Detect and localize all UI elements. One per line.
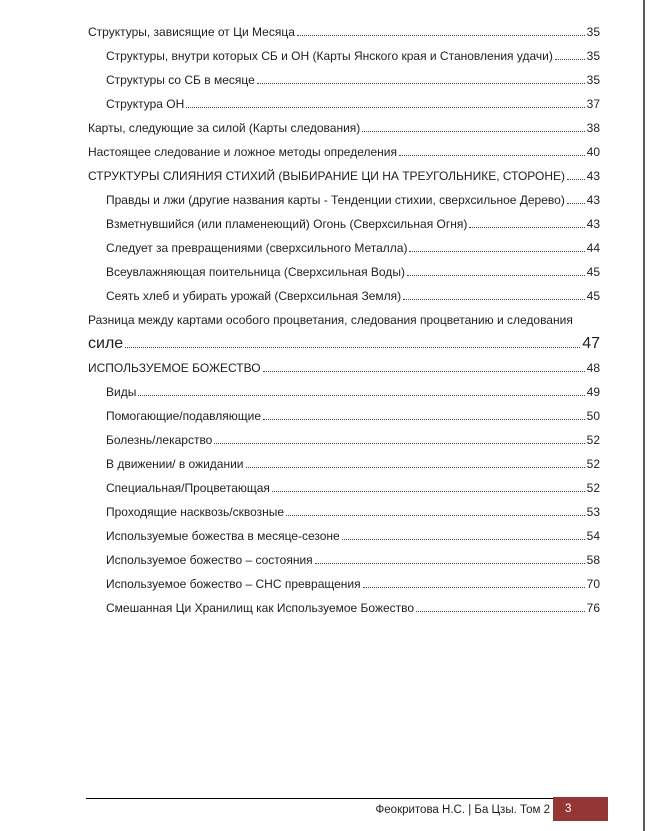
toc-entry-page: 52 — [586, 433, 600, 447]
toc-entry-label: Разница между картами особого процветания, следования процветанию и следования — [88, 313, 573, 327]
toc-entry-label: Используемое божество – СНС превращения — [106, 577, 361, 591]
toc-leader-dots — [186, 107, 584, 108]
toc-entry-page: 54 — [586, 529, 600, 543]
toc-entry-page: 48 — [586, 361, 600, 375]
toc-entry[interactable] — [88, 524, 600, 548]
toc-entry-page: 50 — [586, 409, 600, 423]
toc-entry-label: Смешанная Ци Хранилищ как Используемое Божество — [106, 601, 415, 615]
toc-leader-dots — [125, 347, 580, 348]
toc-entry-label: Структуры, внутри которых СБ и ОН (Карты Янского края и Становления удачи) — [106, 49, 553, 63]
toc-entry-page: 70 — [586, 577, 600, 591]
toc-entry[interactable] — [88, 572, 600, 596]
toc-entry[interactable] — [88, 428, 600, 452]
toc-leader-dots — [286, 515, 585, 516]
toc-entry-page: 45 — [586, 265, 600, 279]
toc-entry-page: 35 — [586, 25, 600, 39]
table-of-contents — [88, 20, 600, 620]
toc-leader-dots — [272, 491, 585, 492]
toc-leader-dots — [138, 395, 584, 396]
toc-entry-page: 35 — [586, 49, 600, 63]
toc-entry-label: Используемые божества в месяце-сезоне — [106, 529, 340, 543]
toc-entry-page: 37 — [586, 97, 600, 111]
toc-leader-dots — [555, 59, 585, 60]
toc-entry-page: 43 — [586, 217, 600, 231]
toc-leader-dots — [342, 539, 585, 540]
toc-entry[interactable] — [88, 164, 600, 188]
toc-leader-dots — [409, 251, 584, 252]
toc-entry-page: 44 — [586, 241, 600, 255]
footer-page-number-badge — [553, 797, 608, 821]
footer-divider-rule — [86, 798, 553, 799]
toc-entry[interactable] — [88, 140, 600, 164]
toc-leader-dots — [407, 275, 585, 276]
toc-leader-dots — [567, 179, 585, 180]
toc-entry-label: Болезнь/лекарство — [106, 433, 213, 447]
toc-entry-label: Всеувлажняющая поительница (Сверхсильная Воды) — [106, 265, 405, 279]
toc-entry-page: 43 — [586, 169, 600, 183]
toc-entry-label: Следует за превращениями (сверхсильного Металла) — [106, 241, 408, 255]
toc-entry-page: 49 — [586, 385, 600, 399]
toc-leader-dots — [214, 443, 584, 444]
footer-page-number: 3 — [565, 803, 572, 815]
toc-leader-dots — [416, 611, 585, 612]
toc-entry-label: Помогающие/подавляющие — [106, 409, 262, 423]
toc-entry-label: Структура ОН — [106, 97, 185, 111]
toc-entry-label: Специальная/Процветающая — [106, 481, 270, 495]
toc-entry[interactable] — [88, 284, 600, 308]
toc-entry[interactable] — [88, 476, 600, 500]
toc-leader-dots — [263, 371, 585, 372]
toc-leader-dots — [263, 419, 585, 420]
toc-entry[interactable] — [88, 44, 600, 68]
toc-entry-label: Правды и лжи (другие названия карты - Тенденции стихии, сверхсильное Дерево) — [106, 193, 565, 207]
toc-entry[interactable] — [88, 212, 600, 236]
toc-entry-page: 53 — [586, 505, 600, 519]
toc-entry-page: 52 — [586, 457, 600, 471]
toc-entry-label: Настоящее следование и ложное методы определения — [88, 145, 397, 159]
toc-entry-label: Используемое божество – состояния — [106, 553, 313, 567]
toc-entry-label: Виды — [106, 385, 137, 399]
toc-entry[interactable] — [88, 500, 600, 524]
toc-entry-label: Структуры со СБ в месяце — [106, 73, 255, 87]
toc-leader-dots — [469, 227, 584, 228]
toc-entry[interactable] — [88, 356, 600, 380]
toc-entry[interactable] — [88, 596, 600, 620]
toc-entry[interactable] — [88, 380, 600, 404]
toc-leader-dots — [315, 563, 585, 564]
toc-entry-label: Структуры, зависящие от Ци Месяца — [88, 25, 295, 39]
toc-entry-page: 52 — [586, 481, 600, 495]
toc-leader-dots — [567, 203, 585, 204]
toc-entry[interactable] — [88, 188, 600, 212]
toc-leader-dots — [399, 155, 585, 156]
toc-entry-label: Проходящие насквозь/сквозные — [106, 505, 285, 519]
toc-entry-label: ИСПОЛЬЗУЕМОЕ БОЖЕСТВО — [88, 361, 261, 375]
toc-leader-dots — [257, 83, 585, 84]
toc-entry[interactable] — [88, 308, 600, 356]
toc-entry-page: 76 — [586, 601, 600, 615]
footer-book-title: Феокритова Н.С. | Ба Цзы. Том 2 — [375, 804, 550, 816]
toc-entry[interactable] — [88, 116, 600, 140]
toc-entry-page: 47 — [582, 335, 600, 352]
toc-entry-label: Сеять хлеб и убирать урожай (Сверхсильная Земля) — [106, 289, 402, 303]
toc-entry-label-continued: силе — [88, 335, 124, 352]
toc-leader-dots — [403, 299, 585, 300]
toc-leader-dots — [362, 131, 584, 132]
toc-entry-page: 35 — [586, 73, 600, 87]
toc-entry[interactable] — [88, 68, 600, 92]
page-right-edge — [643, 0, 645, 831]
toc-leader-dots — [297, 35, 585, 36]
toc-entry-page: 45 — [586, 289, 600, 303]
toc-entry[interactable] — [88, 548, 600, 572]
toc-leader-dots — [363, 587, 585, 588]
toc-entry[interactable] — [88, 92, 600, 116]
toc-entry-label: Карты, следующие за силой (Карты следования) — [88, 121, 361, 135]
toc-entry-page: 43 — [586, 193, 600, 207]
toc-entry-page: 40 — [586, 145, 600, 159]
toc-leader-dots — [246, 467, 585, 468]
toc-entry-page: 58 — [586, 553, 600, 567]
toc-entry[interactable] — [88, 236, 600, 260]
toc-entry[interactable] — [88, 20, 600, 44]
toc-entry-label: В движении/ в ожидании — [106, 457, 244, 471]
toc-entry-label: СТРУКТУРЫ СЛИЯНИЯ СТИХИЙ (ВЫБИРАНИЕ ЦИ НА ТРЕУГОЛЬНИКЕ, СТОРОНЕ) — [88, 169, 566, 183]
toc-entry[interactable] — [88, 452, 600, 476]
toc-entry[interactable] — [88, 404, 600, 428]
toc-entry-page: 38 — [586, 121, 600, 135]
toc-entry-label: Взметнувшийся (или пламенеющий) Огонь (Сверхсильная Огня) — [106, 217, 468, 231]
toc-entry[interactable] — [88, 260, 600, 284]
